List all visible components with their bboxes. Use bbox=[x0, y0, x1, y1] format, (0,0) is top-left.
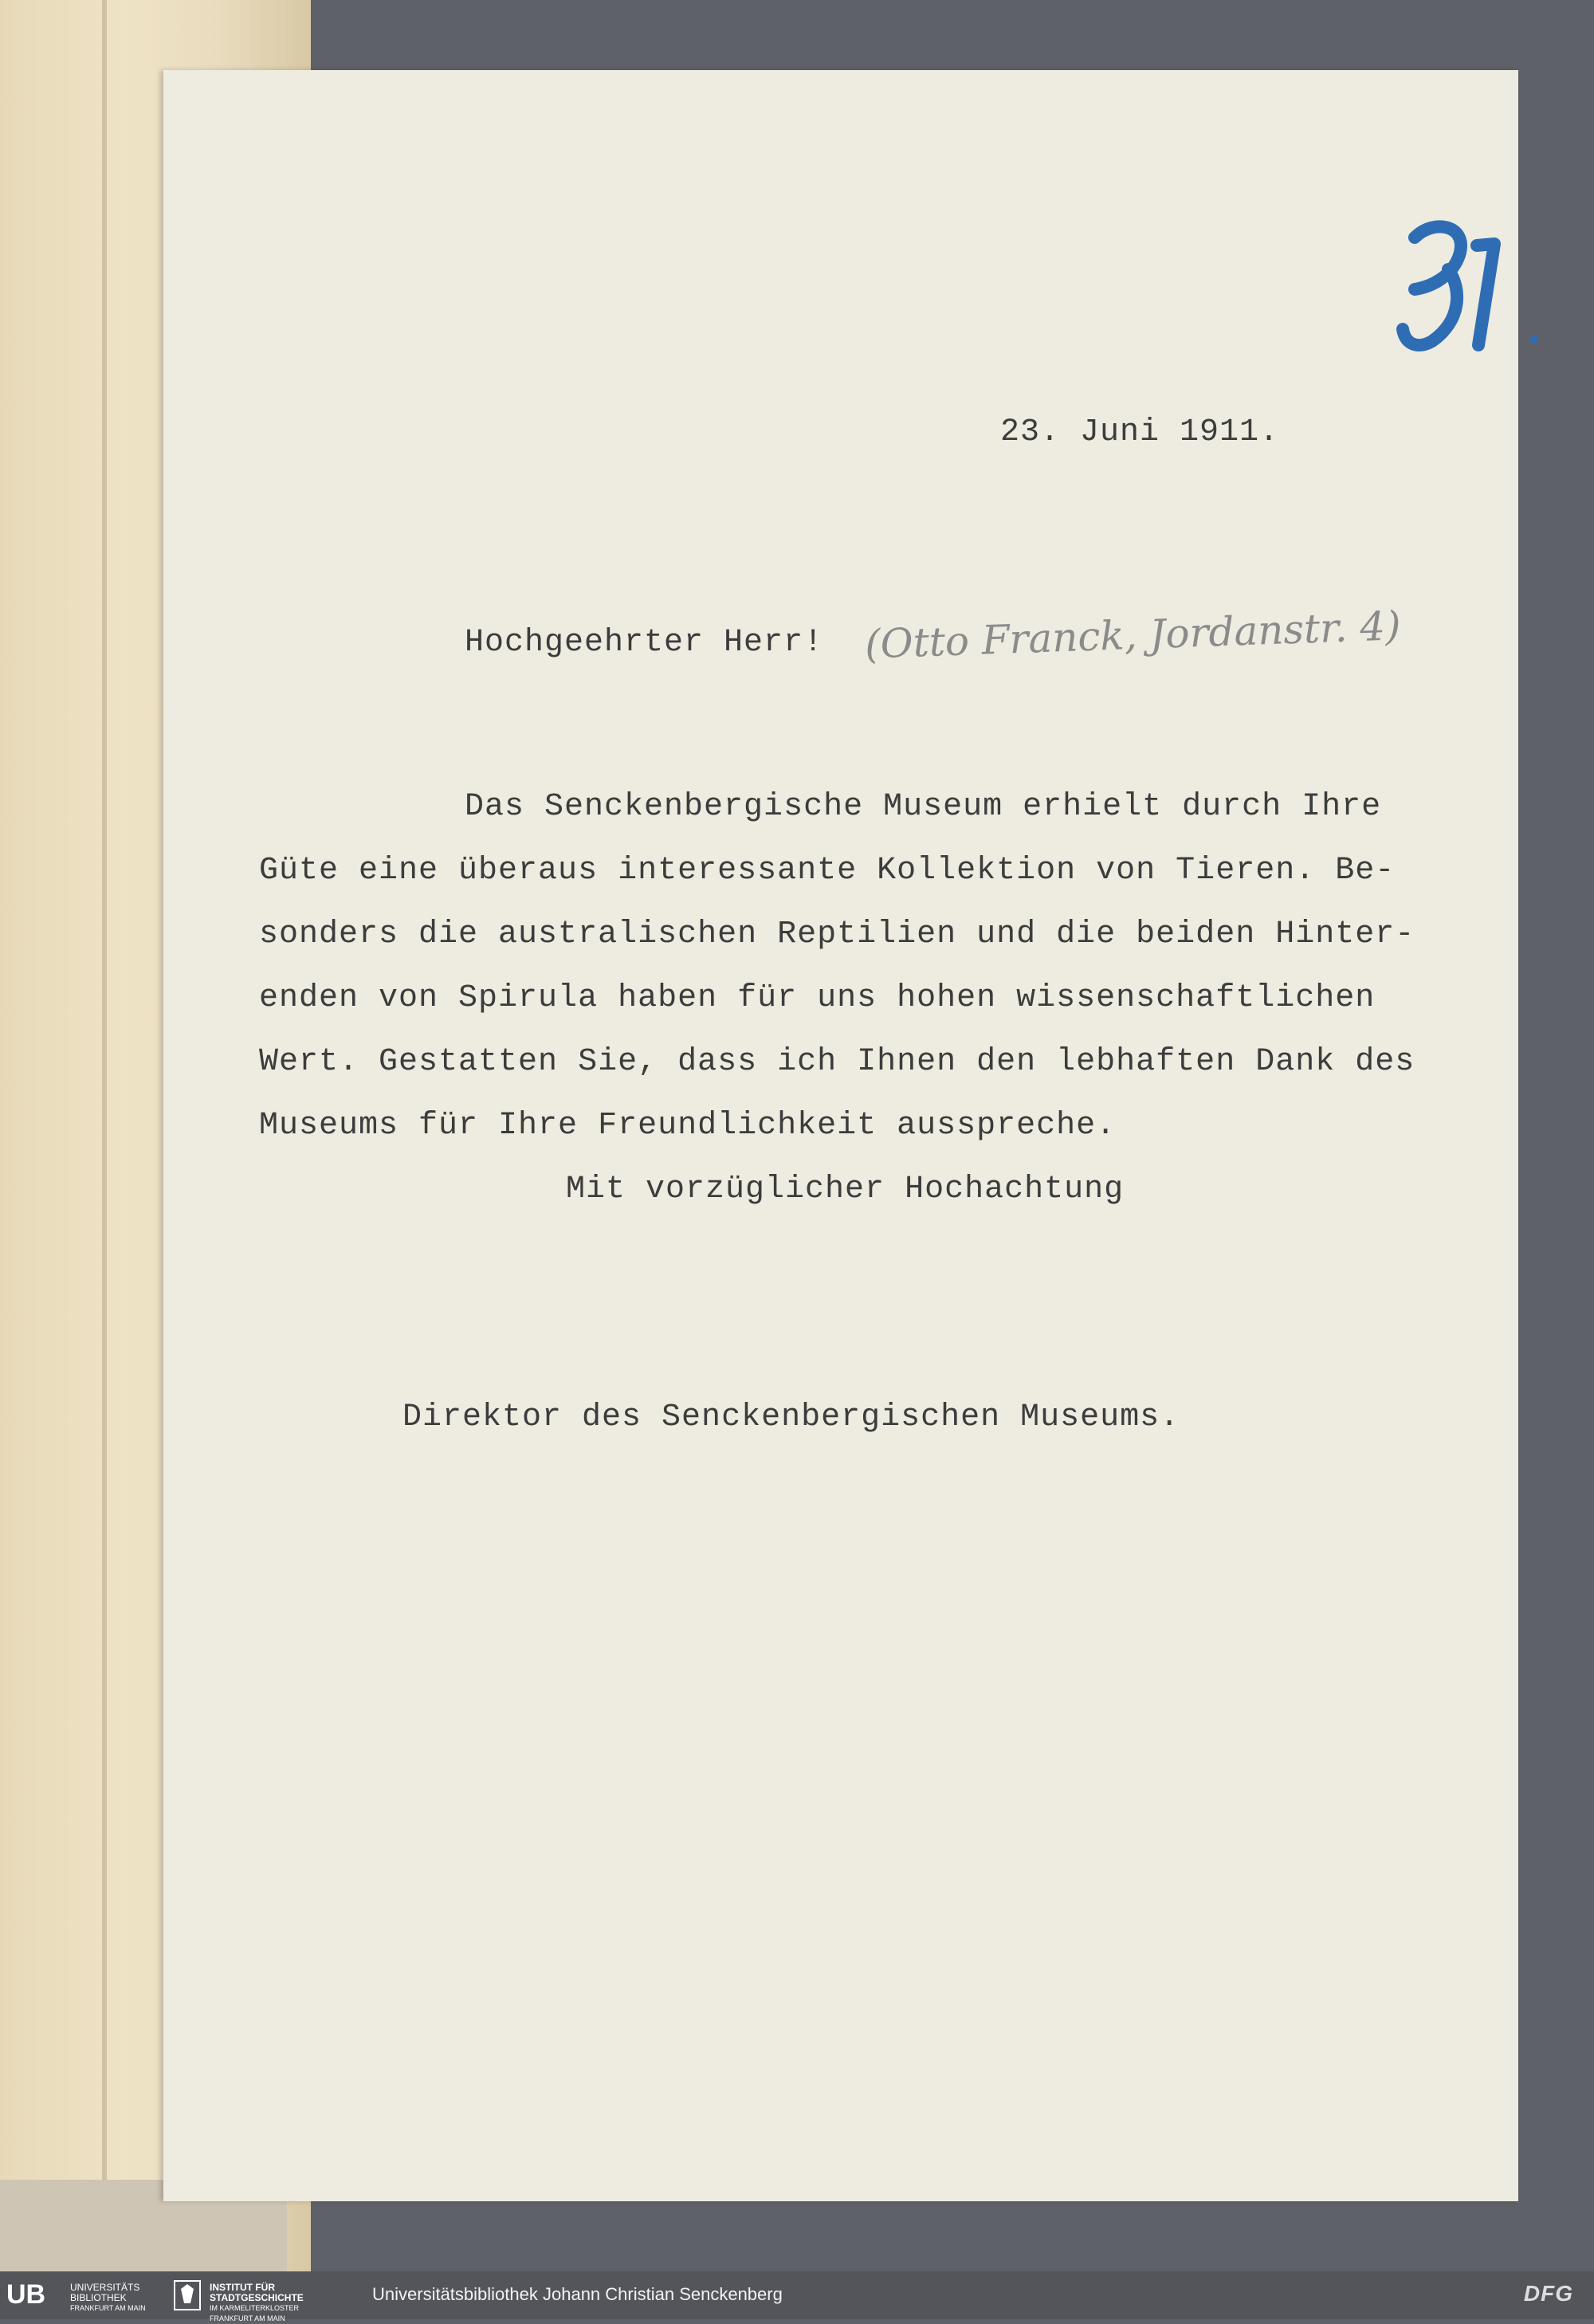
salutation: Hochgeehrter Herr! bbox=[465, 625, 824, 661]
ub-logo-line: BIBLIOTHEK bbox=[70, 2292, 127, 2303]
letter-sheet bbox=[163, 70, 1518, 2201]
body-line: Güte eine überaus interessante Kollektion von Tieren. Be- bbox=[259, 853, 1396, 889]
isg-logo-line: INSTITUT FÜR bbox=[210, 2282, 275, 2293]
eagle-icon bbox=[171, 2278, 203, 2313]
body-line: Wert. Gestatten Sie, dass ich Ihnen den lebhaften Dank des bbox=[259, 1044, 1415, 1080]
ub-logo-text bbox=[70, 2283, 146, 2314]
binder-fold bbox=[102, 0, 107, 2271]
isg-logo-line: FRANKFURT AM MAIN bbox=[210, 2314, 285, 2322]
folio-number bbox=[1359, 150, 1550, 389]
closing: Mit vorzüglicher Hochachtung bbox=[566, 1172, 1125, 1207]
body-line: enden von Spirula haben für uns hohen wissenschaftlichen bbox=[259, 980, 1376, 1016]
footer-library-name[interactable]: Universitätsbibliothek Johann Christian Senckenberg bbox=[372, 2284, 783, 2304]
body-line: sonders die australischen Reptilien und die beiden Hinter- bbox=[259, 917, 1415, 952]
isg-logo-text bbox=[210, 2283, 304, 2324]
body-line: Das Senckenbergische Museum erhielt durch Ihre bbox=[465, 789, 1382, 825]
handwritten-note: (Otto Franck, Jordanstr. 4) bbox=[864, 603, 1402, 668]
ub-logo-line: UNIVERSITÄTS bbox=[70, 2282, 140, 2293]
isg-logo-line: IM KARMELITERKLOSTER bbox=[210, 2304, 300, 2312]
ub-logo-mark: UB bbox=[6, 2279, 46, 2310]
ub-logo-line: FRANKFURT AM MAIN bbox=[70, 2304, 146, 2312]
isg-logo[interactable] bbox=[171, 2276, 379, 2322]
dfg-logo[interactable]: DFG bbox=[1523, 2281, 1573, 2306]
isg-logo-line: STADTGESCHICHTE bbox=[210, 2292, 304, 2303]
signature-title: Direktor des Senckenbergischen Museums. bbox=[402, 1400, 1180, 1435]
body-line: Museums für Ihre Freundlichkeit ausspreche. bbox=[259, 1108, 1117, 1144]
footer-bar bbox=[0, 2271, 1594, 2322]
ub-logo[interactable] bbox=[6, 2276, 166, 2314]
letter-date: 23. Juni 1911. bbox=[1000, 414, 1280, 450]
